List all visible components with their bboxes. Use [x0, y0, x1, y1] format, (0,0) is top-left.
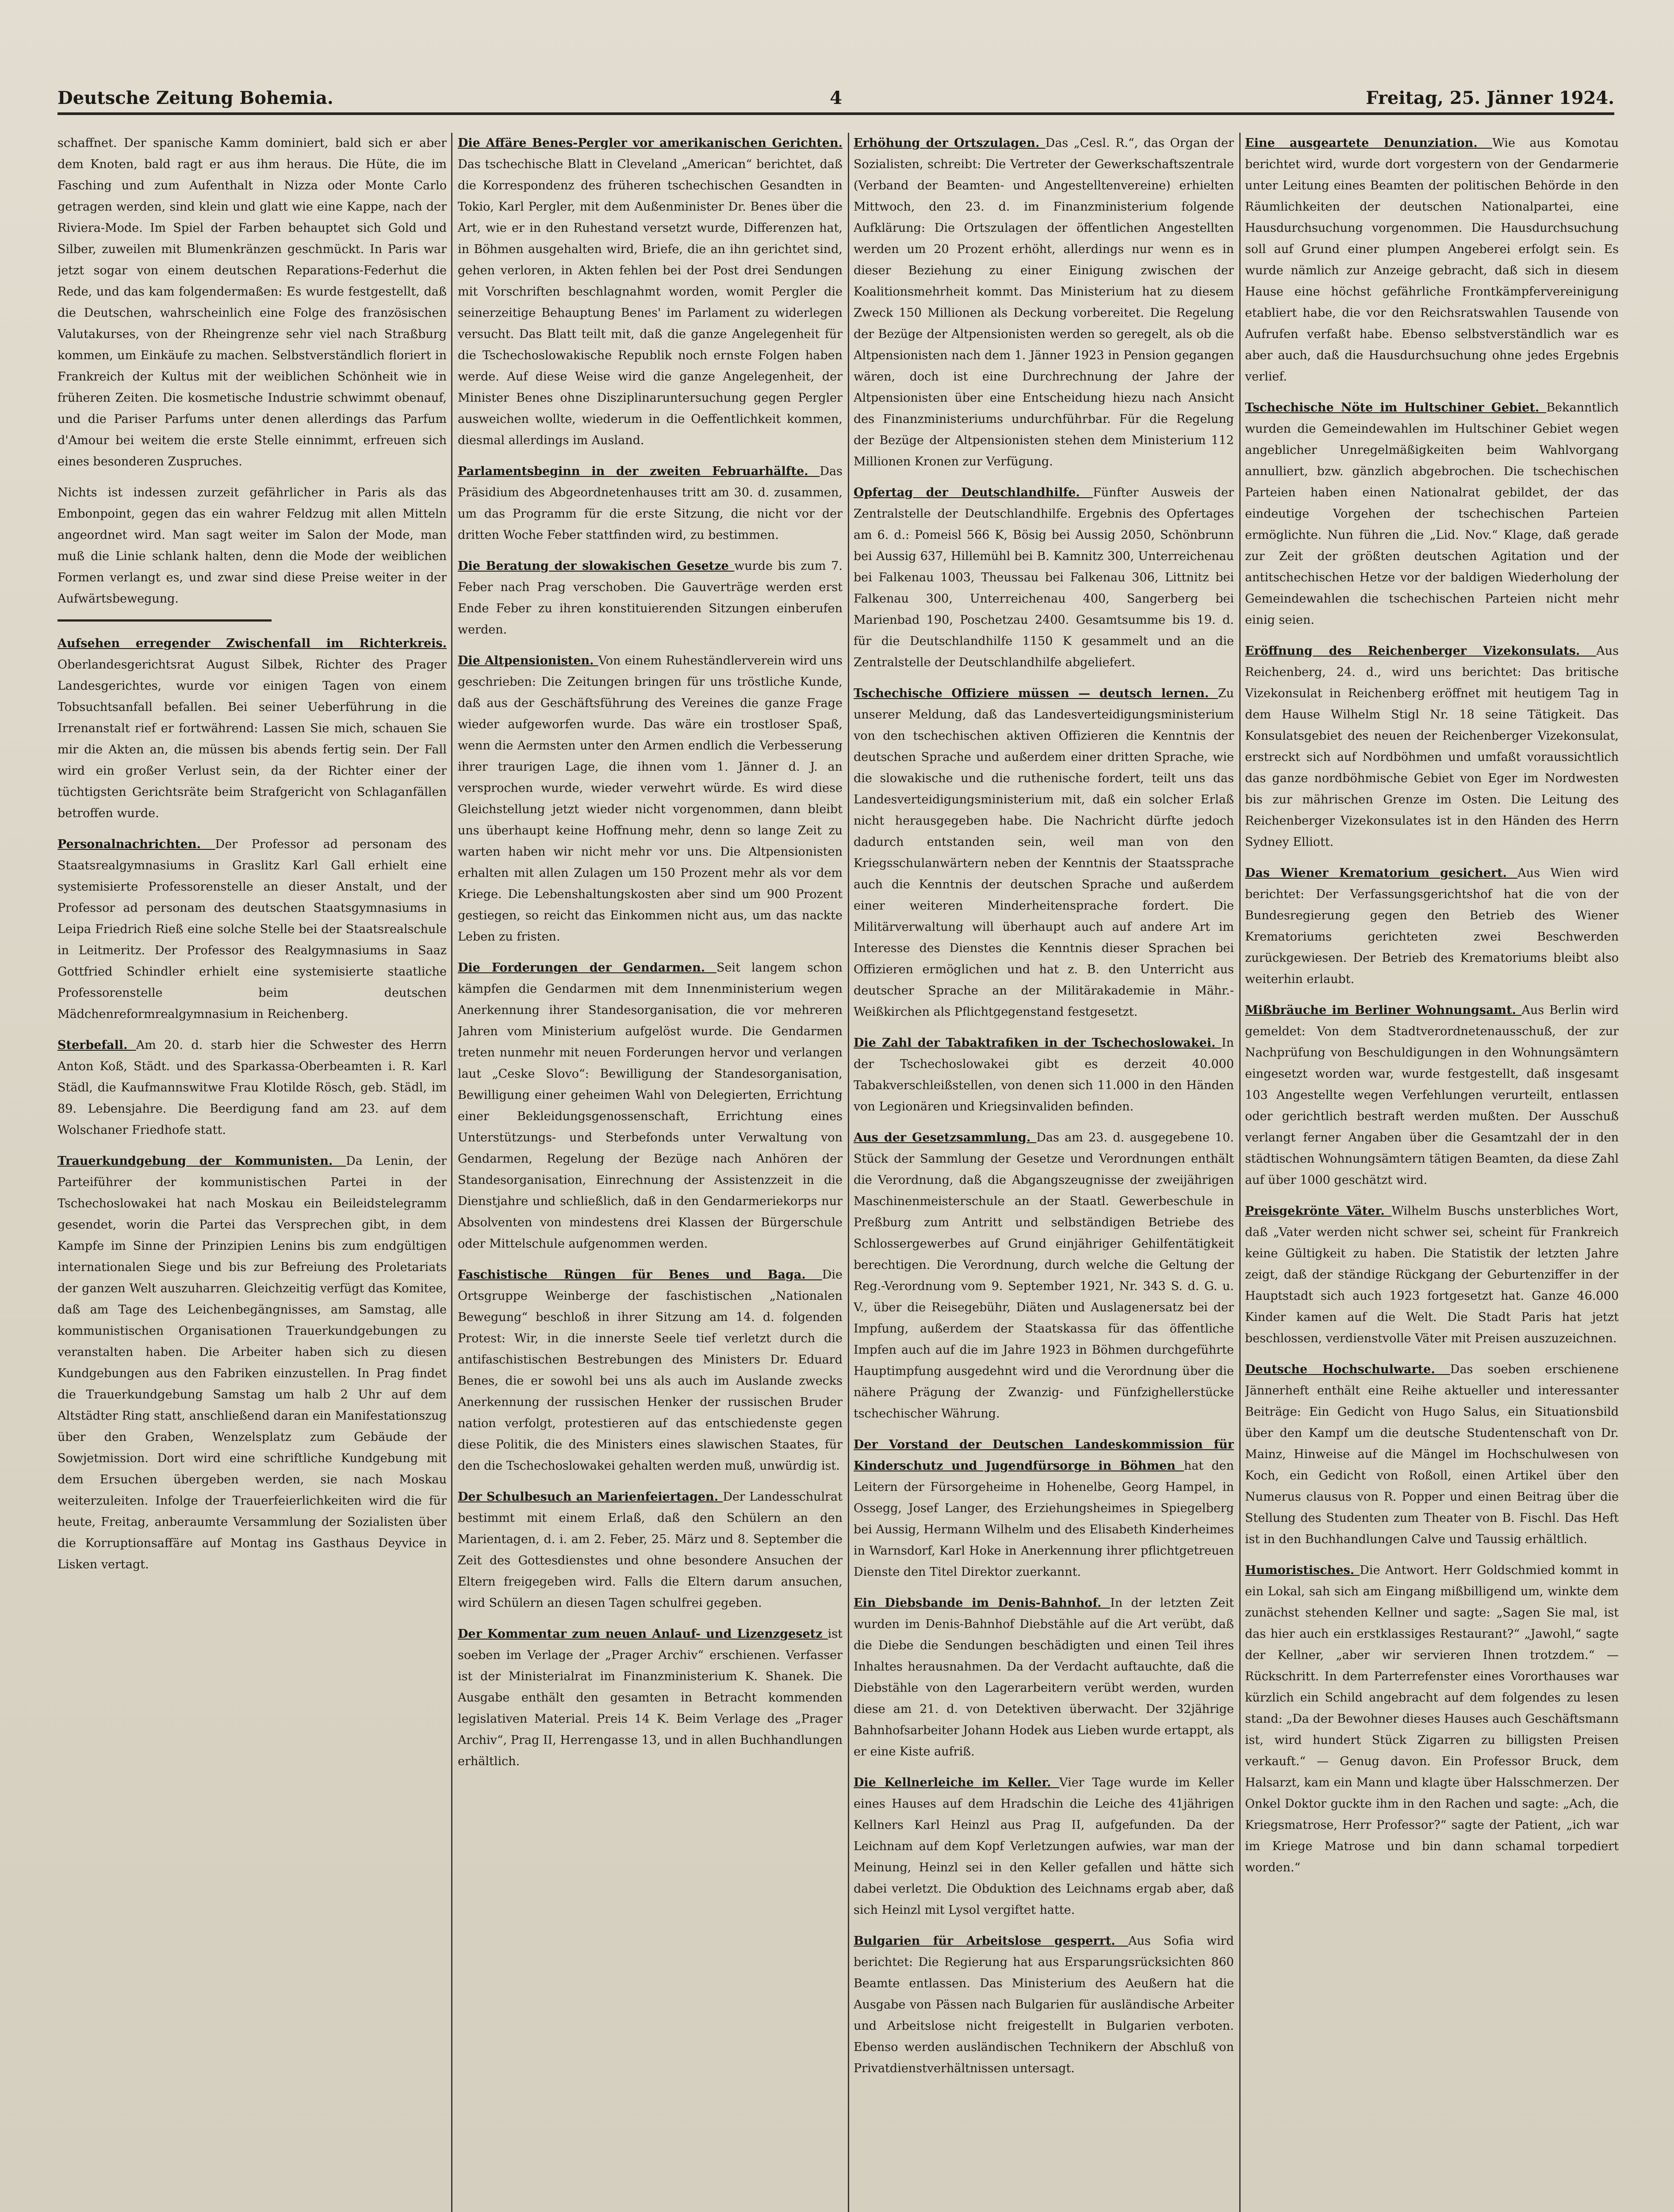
article-body: Aus Reichenberg, 24. d., wird uns berichtet: Das britische Vizekonsulat in Reichenberg eröffnet mit heutigem Tag in dem Hause Wilhelm Stigl Nr. 18 seine Tätigkeit. Das Konsulatsgebiet des neuen der Reichenberger Vizekonsulat, erstreckt sich auf Nordböhmen und umfaßt voraussichtlich das ganze nordböhmische Gebiet von Eger im Nordwesten bis zur mährischen Grenze im Osten. Die Leitung des Reichenberger Vizekonsulates ist in den Händen des Herrn Sydney Elliott. [1245, 644, 1619, 849]
article [57, 133, 447, 472]
article [458, 461, 843, 546]
section-separator [57, 619, 272, 622]
article-headline: Deutsche Hochschulwarte. [1245, 1363, 1450, 1376]
article-headline: Das Wiener Krematorium gesichert. [1245, 866, 1518, 880]
page-header [57, 84, 1614, 115]
article-body: Der Landesschulrat bestimmt mit einem Erlaß, daß den Schülern an den Marientagen, d. i. am 2. Feber, 25. März und 8. September die Zeit des Gottesdienstes und ohne besondere Ansuchen der Eltern freigegeben wird. Falls die Eltern darum ansuchen, wird Schülern an diesen Tagen schulfrei gegeben. [458, 1490, 843, 1610]
article [854, 1033, 1234, 1118]
article [854, 482, 1234, 673]
article [1245, 1000, 1619, 1191]
article-body: Das tschechische Blatt in Cleveland „American“ berichtet, daß die Korrespondenz des früheren tschechischen Gesandten in Tokio, Karl Pergler, mit dem Außenminister Dr. Benes über die Art, wie er in den Ruhestand versetzt wurde, Differenzen hat, in Böhmen ausgehalten wird, Briefe, die an ihn gerichtet sind, gehen verloren, in Akten fehlen bei der Post drei Sendungen mit Vorschriften beschlagnahmt worden, womit Pergler die seinerzeitige Behauptung Benes' im Parlament zu widerlegen versucht. Das Blatt teilt mit, daß die ganze Angelegenheit für die Tschechoslowakische Republik noch ernste Folgen haben werde. Auf diese Weise wird die ganze Angelegenheit, der Minister Benes ohne Disziplinaruntersuchung gegen Pergler ausweichen wollte, wiederum in die Oeffentlichkeit kommen, diesmal allerdings im Ausland. [458, 157, 843, 447]
article-body: Aus Sofia wird berichtet: Die Regierung hat aus Ersparungsrücksichten 860 Beamte entlassen. Das Ministerium des Aeußern hat die Ausgabe von Pässen nach Bulgarien für ausländische Arbeiter und Arbeitslose nicht freigestellt in Bulgarien verboten. Ebenso werden ausländischen Technikern der Abschluß von Privatdienstverhältnissen untersagt. [854, 1934, 1234, 2075]
article [458, 1486, 843, 1614]
article [854, 133, 1234, 472]
article [854, 1593, 1234, 1763]
article [854, 1772, 1234, 1921]
article-headline: Faschistische Rüngen für Benes und Baga. [458, 1268, 822, 1282]
article-headline: Tschechische Offiziere müssen — deutsch lernen. [854, 687, 1218, 700]
article-headline: Die Forderungen der Gendarmen. [458, 961, 716, 975]
article-headline: Tschechische Nöte im Hultschiner Gebiet. [1245, 401, 1547, 415]
article [458, 556, 843, 641]
article-headline: Der Schulbesuch an Marienfeiertagen. [458, 1490, 723, 1504]
article-body: Wilhelm Buschs unsterbliches Wort, daß „Vater werden nicht schwer sei, scheint für Frankreich keine Gültigkeit zu haben. Die Statistik der letzten Jahre zeigt, daß der ständige Rückgang der Geburtenziffer in der Hauptstadt sich auch 1923 fortgesetzt hat. Ganze 46.000 Kinder kamen auf die Welt. Die Stadt Paris hat jetzt beschlossen, verdienstvolle Väter mit Preisen auszuzeichnen. [1245, 1204, 1619, 1345]
article-body: Aus Wien wird berichtet: Der Verfassungsgerichtshof hat die von der Bundesregierung gegen den Betrieb des Wiener Krematoriums gerichteten zwei Beschwerden zurückgewiesen. Der Betrieb des Krematoriums bleibt also weiterhin erlaubt. [1245, 866, 1619, 986]
article [854, 1434, 1234, 1583]
column-3 [854, 133, 1234, 2212]
article-body: schaffnet. Der spanische Kamm dominiert, bald sich er aber dem Knoten, bald ragt er aus ihm heraus. Die Hüte, die im Fasching und zum Aufenthalt in Nizza oder Monte Carlo getragen werden, sind klein und glatt wie eine Kappe, nach der Riviera-Mode. Im Spiel der Farben behauptet sich Gold und Silber, zuweilen mit Blumenkränzen geschmückt. In Paris war jetzt sogar von einem deutschen Reparations-Federhut die Rede, und das kam folgendermaßen: Es wurde festgestellt, daß die Deutschen, wahrscheinlich eine Folge des französischen Valutakurses, von der Rheingrenze sehr viel nach Straßburg kommen, um Einkäufe zu machen. Selbstverständlich floriert in Frankreich der Kultus mit der weiblichen Schönheit wie in früheren Zeiten. Die kosmetische Industrie schwimmt obenauf, und die Pariser Parfums unter denen allerdings das Parfum d'Amour bei weitem die erste Stelle einnimmt, erfreuen sich eines besonderen Zuspruches. [57, 136, 447, 469]
article [1245, 641, 1619, 853]
article-headline: Erhöhung der Ortszulagen. [854, 136, 1046, 150]
article-headline: Sterbefall. [57, 1038, 136, 1052]
article-headline: Der Kommentar zum neuen Anlauf- und Lizenzgesetz [458, 1627, 828, 1641]
article [1245, 397, 1619, 631]
article-headline: Parlamentsbeginn in der zweiten Februarhälfte. [458, 465, 820, 478]
article-body: Das soeben erschienene Jännerheft enthält eine Reihe aktueller und interessanter Beiträge: Ein Gedicht von Hugo Salus, ein Situationsbild über den Kampf um die deutsche Studentenschaft von Dr. Mainz, Hinweise auf die Mängel im Hochschulwesen von Koch, ein Gedicht von Roßoll, einen Artikel über den Numerus clausus von R. Popper und einen Beitrag über die Stellung des Studenten zum Theater von B. Fischl. Das Heft ist in den Buchhandlungen Calve und Taussig erhältlich. [1245, 1363, 1619, 1546]
article-body: Vier Tage wurde im Keller eines Hauses auf dem Hradschin die Leiche des 41jährigen Kellners Karl Heinzl aus Prag II, aufgefunden. Da der Leichnam auf dem Kopf Verletzungen aufwies, war man der Meinung, Heinzl sei in den Keller gefallen und hätte sich dabei verletzt. Die Obduktion des Leichnams ergab aber, daß sich Heinzl mit Lysol vergiftet hatte. [854, 1776, 1234, 1917]
column-4 [1245, 133, 1619, 2212]
article-body: Da Lenin, der Parteiführer der kommunistischen Partei in der Tschechoslowakei hat nach Moskau ein Beileidstelegramm gesendet, worin die Partei das Versprechen gibt, in dem Kampfe im Sinne der Prinzipien Lenins bis zum endgültigen internationalen Siege und bis zur Befreiung des Proletariats der ganzen Welt auszuharren. Gleichzeitig verfügt das Komitee, daß am Tage des Leichenbegängnisses, am Samstag, alle kommunistischen Organisationen Trauerkundgebungen zu veranstalten haben. Die Arbeiter haben sich zu diesen Kundgebungen aus den Fabriken einzustellen. In Prag findet die Trauerkundgebung Samstag um halb 2 Uhr auf dem Altstädter Ring statt, anschließend daran ein Manifestationszug über den Graben, Wenzelsplatz zum Gebäude der Sowjetmission. Dort wird eine schriftliche Kundgebung mit dem Ersuchen übergeben werden, sie nach Moskau weiterzuleiten. Infolge der Trauerfeierlichkeiten wird die für heute, Freitag, anberaumte Versammlung der Sozialisten über die Korruptionsaffäre auf Montag ins Gasthaus Deyvice in Lisken vertagt. [57, 1154, 447, 1571]
article-headline: Eröffnung des Reichenberger Vizekonsulats. [1245, 644, 1597, 658]
article-headline: Die Zahl der Tabaktrafiken in der Tschechoslowakei. [854, 1036, 1222, 1050]
article [458, 650, 843, 948]
article-headline: Aus der Gesetzsammlung. [854, 1131, 1037, 1144]
article-body: Das „Cesl. R.“, das Organ der Sozialisten, schreibt: Die Vertreter der Gewerkschaftszentrale (Verband der Beamten- und Angestelltenvereine) erhielten Mittwoch, den 23. d. im Finanzministerium folgende Aufklärung: Die Ortszulagen der öffentlichen Angestellten werden um 20 Prozent erhöht, allerdings nur wenn es in dieser Beziehung zu einer Einigung zwischen der Koalitionsmehrheit kommt. Das Ministerium hat zu diesem Zweck 150 Millionen als Deckung vorbereitet. Die Regelung der Bezüge der Altpensionisten werden so geregelt, als ob die Altpensionisten nach dem 1. Jänner 1923 in Pension gegangen wären, doch ist eine Durchrechnung der Jahre der Altpensionisten über eine Entscheidung hiezu nach Ansicht des Finanzministeriums undurchführbar. Für die Regelung der Bezüge der Altpensionisten stehen dem Ministerium 112 Millionen Kronen zur Verfügung. [854, 136, 1234, 469]
article-body: Fünfter Ausweis der Zentralstelle der Deutschlandhilfe. Ergebnis des Opfertages am 6. d.: Pomeisl 566 K, Bösig bei Aussig 2050, Schönbrunn bei Aussig 637, Hillemühl bei B. Kamnitz 300, Unterreichenau bei Falkenau 1003, Theussau bei Falkenau 306, Littnitz bei Falkenau 300, Unterreichenau 400, Sangerberg bei Marienbad 190, Poschetzau 2400. Gesamtsumme bis 19. d. für die Deutschlandhilfe 1150 K gesammelt und an die Zentralstelle der Deutschlandhilfe abgeliefert. [854, 486, 1234, 669]
article [57, 1151, 447, 1575]
article-body: Der Professor ad personam des Staatsrealgymnasiums in Graslitz Karl Gall erhielt eine systemisierte Professorenstelle an dieser Anstalt, und der Professor ad personam des deutschen Staatsgymnasiums in Leipa Friedrich Rieß eine solche Stelle bei der Staatsrealschule in Leitmeritz. Der Professor des Realgymnasiums in Saaz Gottfried Schindler erhielt eine systemisierte staatliche Professorenstelle beim deutschen Mädchenreformrealgymnasium in Reichenberg. [57, 837, 447, 1021]
article-body: ist soeben im Verlage der „Prager Archiv“ erschienen. Verfasser ist der Ministerialrat im Finanzministerium K. Shanek. Die Ausgabe enthält den gesamten in Betracht kommenden legislativen Material. Preis 14 K. Beim Verlage des „Prager Archiv“, Prag II, Herrengasse 13, und in allen Buchhandlungen erhältlich. [458, 1627, 843, 1768]
column-divider [848, 133, 849, 2212]
page-number: 4 [830, 88, 842, 108]
article-headline: Preisgekrönte Väter. [1245, 1204, 1392, 1218]
article-headline: Ein Diebsbande im Denis-Bahnhof. [854, 1596, 1111, 1610]
article-body: Bekanntlich wurden die Gemeindewahlen im Hultschiner Gebiet wegen angeblicher Unregelmäßigkeiten beim Wahlvorgang annulliert, bzw. gänzlich abgebrochen. Die tschechischen Parteien haben einen Nationalrat gebildet, der das eindeutige Vorgehen der tschechischen Parteien ermöglichte. Nun führen die „Lid. Nov.“ Klage, daß gerade zur Zeit der größten deutschen Agitation und der antitschechischen Hetze vor der baldigen Wiederholung der Gemeindewahlen die tschechischen Parteien nicht mehr einig seien. [1245, 401, 1619, 627]
article-headline: Die Altpensionisten. [458, 654, 598, 668]
article-headline: Die Beratung der slowakischen Gesetze [458, 559, 735, 573]
article-headline: Mißbräuche im Berliner Wohnungsamt. [1245, 1003, 1522, 1017]
article-headline: Aufsehen erregender Zwischenfall im Richterkreis. [57, 637, 447, 650]
article [57, 482, 447, 610]
column-1 [57, 133, 447, 2212]
article [1245, 1201, 1619, 1349]
article-body: wurde bis zum 7. Feber nach Prag verschoben. Die Gauverträge werden erst Ende Feber zu ihren konstituierenden Sitzungen einberufen werden. [458, 559, 843, 637]
article [458, 1264, 843, 1477]
article-headline: Eine ausgeartete Denunziation. [1245, 136, 1493, 150]
article-headline: Bulgarien für Arbeitslose gesperrt. [854, 1934, 1129, 1948]
paper-name: Deutsche Zeitung Bohemia. [57, 88, 333, 108]
column-divider [1239, 133, 1241, 2212]
article-body: Von einem Ruheständlerverein wird uns geschrieben: Die Zeitungen bringen für uns tröstliche Kunde, daß aus der Geschäftsführung des Vereines die ganze Frage wieder aufgeworfen wurde. Das wäre ein trostloser Spaß, wenn die Aermsten unter den Armen endlich die Verbesserung ihrer traurigen Lage, die ihnen vom 1. Jänner d. J. an versprochen wurde, wieder verwehrt würde. Es wird diese Gleichstellung jetzt wieder nicht vorgenommen, dann bleibt uns überhaupt keine Hoffnung mehr, denn so lange Zeit zu warten haben wir nicht mehr vor uns. Die Altpensionisten erhalten mit allen Zulagen um 150 Prozent mehr als vor dem Kriege. Die Lebenshaltungskosten aber sind um 900 Prozent gestiegen, so reicht das Einkommen nicht aus, um das nackte Leben zu fristen. [458, 654, 843, 944]
article [1245, 1560, 1619, 1878]
column-divider [451, 133, 452, 2212]
article-body: Wie aus Komotau berichtet wird, wurde dort vorgestern von der Gendarmerie unter Leitung eines Beamten der politischen Behörde in den Räumlichkeiten der deutschen Nationalpartei, eine Hausdurchsuchung vorgenommen. Die Hausdurchsuchung soll auf Grund einer plumpen Angeberei erfolgt sein. Es wurde nämlich zur Anzeige gebracht, daß sich in diesem Hause eine höchst gefährliche Frontkämpfervereinigung etabliert habe, die vor den Reichsratswahlen Tausende von Aufrufen verfaßt habe. Ebenso selbstverständlich war es aber auch, daß die Hausdurchsuchung ohne jedes Ergebnis verlief. [1245, 136, 1619, 384]
article [57, 1035, 447, 1141]
article-body: Das Präsidium des Abgeordnetenhauses tritt am 30. d. zusammen, um das Programm für die erste Sitzung, die nicht vor der dritten Woche Feber stattfinden wird, zu bestimmen. [458, 465, 843, 542]
article [854, 1931, 1234, 2079]
article [57, 633, 447, 824]
article-headline: Die Affäre Benes-Pergler vor amerikanischen Gerichten. [458, 136, 843, 150]
article-headline: Der Vorstand der Deutschen Landeskommission für Kinderschutz und Jugendfürsorge in Böhmen [854, 1438, 1234, 1473]
article [458, 1624, 843, 1772]
article-headline: Trauerkundgebung der Kommunisten. [57, 1154, 346, 1168]
article-body: hat den Leitern der Fürsorgeheime in Hohenelbe, Georg Hampel, in Ossegg, Josef Langer, des Erziehungsheimes in Spiegelberg bei Aussig, Hermann Wilhelm und des Elisabeth Kinderheimes in Warnsdorf, Karl Hoke in Anerkennung ihrer pflichtgetreuen Dienste den Titel Direktor zuerkannt. [854, 1459, 1234, 1579]
article-headline: Opfertag der Deutschlandhilfe. [854, 486, 1093, 499]
article-body: Am 20. d. starb hier die Schwester des Herrn Anton Koß, Städt. und des Sparkassa-Oberbeamten i. R. Karl Städl, die Kaufmannswitwe Frau Klotilde Rösch, geb. Städl, im 89. Lebensjahre. Die Beerdigung fand am 23. auf dem Wolschaner Friedhofe statt. [57, 1038, 447, 1137]
article [1245, 1359, 1619, 1550]
date-line: Freitag, 25. Jänner 1924. [1366, 88, 1614, 108]
article [458, 957, 843, 1255]
article-body: Seit langem schon kämpfen die Gendarmen mit dem Innenministerium wegen Anerkennung ihrer Standesorganisation, die vor mehreren Jahren vom Ministerium aufgelöst wurde. Die Gendarmen treten nunmehr mit neuen Forderungen hervor und verlangen laut „Ceske Slovo“: Bewilligung der Standesorganisation, Bewilligung einer geheimen Wahl von Delegierten, Errichtung einer Bekleidungsgenossenschaft, Errichtung eines Unterstützungs- und Sterbefonds unter Verwaltung von Gendarmen, Regelung der Bezüge nach Anhören der Standesorganisation, Einrechnung der Assistenzzeit in die Dienstjahre und schließlich, daß in den Gendarmeriekorps nur Absolventen von mindestens drei Klassen der Bürgerschule oder Mittelschule aufgenommen werden. [458, 961, 843, 1251]
column-2 [458, 133, 843, 2212]
article [854, 1127, 1234, 1425]
article-headline: Personalnachrichten. [57, 837, 215, 851]
article [458, 133, 843, 451]
article [57, 834, 447, 1025]
article-body: Das am 23. d. ausgegebene 10. Stück der Sammlung der Gesetze und Verordnungen enthält die Verordnung, daß die Abgangszeugnisse der zweijährigen Maschinenmeisterschule an der Staatl. Gewerbeschule in Preßburg zum Antritt und selbständigen Betriebe des Schlossergewerbes auf Grund einjähriger Gehilfentätigkeit berechtigen. Die Verordnung, durch welche die Geltung der Reg.-Verordnung vom 9. September 1921, Nr. 343 S. d. G. u. V., über die Reisegebühr, Diäten und Auslagenersatz bei der Impfung, außerdem der Staatskassa für das öffentliche Impfen auch auf die im Jahre 1923 in Böhmen durchgeführte Hauptimpfung ausgedehnt wird und die Verordnung über die nähere Prägung der Zwanzig- und Fünfzighellerstücke tschechischer Währung. [854, 1131, 1234, 1421]
article [1245, 863, 1619, 990]
article [1245, 133, 1619, 388]
article-body: Nichts ist indessen zurzeit gefährlicher in Paris als das Embonpoint, gegen das ein wahrer Feldzug mit allen Mitteln angeordnet wird. Man sagt weiter im Salon der Mode, man muß die Linie schlank halten, denn die Mode der weiblichen Formen verlangt es, und zwar sind diese Preise weiter in der Aufwärtsbewegung. [57, 486, 447, 606]
article-body: Oberlandesgerichtsrat August Silbek, Richter des Prager Landesgerichtes, wurde vor einigen Tagen von einem Tobsuchtsanfall befallen. Bei seiner Ueberführung in die Irrenanstalt rief er fortwährend: Lassen Sie mich, schauen Sie mir die Akten an, die müssen bis abends fertig sein. Der Fall wird ein großer Verlust sein, da der Richter einer der tüchtigsten Gerichtsräte beim Strafgericht von Schlaganfällen betroffen wurde. [57, 658, 447, 820]
article-body: Aus Berlin wird gemeldet: Von dem Stadtverordnetenausschuß, der zur Nachprüfung von Beschuldigungen in den Wohnungsämtern eingesetzt worden war, wurde festgestellt, daß insgesamt 103 Angestellte wegen Verfehlungen verurteilt, entlassen oder gerichtlich bestraft werden mußten. Der Ausschuß verlangt ferner Angaben über die Gesamtzahl der in den städtischen Wohnungsämtern tätigen Beamten, da diese Zahl auf über 1000 geschätzt wird. [1245, 1003, 1619, 1187]
article-body: Zu unserer Meldung, daß das Landesverteidigungsministerium von den tschechischen aktiven Offizieren die Kenntnis der deutschen Sprache und außerdem einer dritten Sprache, wie die slowakische und die ruthenische fordert, teilt uns das Landesverteidigungsministerium mit, daß ein solcher Erlaß nicht herausgegeben habe. Die Nachricht dürfte jedoch dadurch entstanden sein, weil man von den Kriegsschulanwärtern neben der Kenntnis der Staatssprache auch die Kenntnis der deutschen Sprache und außerdem einer weiteren Minderheitensprache fordert. Die Militärverwaltung will überhaupt auch auf andere Art im Interesse des Dienstes die Kenntnis dieser Sprachen bei Offizieren ermöglichen und hat z. B. den Unterricht aus deutscher Sprache an der Militärakademie in Mähr.-Weißkirchen als Pflichtgegenstand festgesetzt. [854, 687, 1234, 1019]
article-headline: Die Kellnerleiche im Keller. [854, 1776, 1060, 1790]
article-body: In der Tschechoslowakei gibt es derzeit 40.000 Tabakverschleißstellen, von denen sich 11.000 in den Händen von Legionären und Kriegsinvaliden befinden. [854, 1036, 1234, 1114]
article-body: Die Antwort. Herr Goldschmied kommt in ein Lokal, sah sich am Eingang mißbilligend um, winkte dem zunächst stehenden Kellner und sagte: „Sagen Sie mal, ist das hier auch ein erstklassiges Restaurant?“ „Jawohl,“ sagte der Kellner, „aber wir servieren Ihnen trotzdem.“ — Rückschritt. In dem Parterrefenster eines Vororthauses war kürzlich ein Schild angebracht auf dem folgendes zu lesen stand: „Da der Bewohner dieses Hauses auch Geschäftsmann ist, wird hundert Stück Zigarren zu billigsten Preisen verkauft.“ — Genug davon. Ein Professor Bruck, dem Halsarzt, kam ein Mann und klagte über Halsschmerzen. Der Onkel Doktor guckte ihm in den Rachen und sagte: „Ach, die Kriegsmatrose, Herr Professor?“ sagte der Patient, „ich war im Kriege Matrose und bin dann schamal torpediert worden.“ [1245, 1563, 1619, 1874]
article-headline: Humoristisches. [1245, 1563, 1360, 1577]
article-body: Die Ortsgruppe Weinberge der faschistischen „Nationalen Bewegung“ beschloß in ihrer Sitzung am 14. d. folgenden Protest: Wir, in die innerste Seele tief verletzt durch die antifaschistischen Bestrebungen des Ministers Dr. Eduard Benes, die er sowohl bei uns als auch im Auslande zwecks Anerkennung der russischen Henker der russischen Bruder nation verfolgt, protestieren auf das entschiedenste gegen diese Politik, die des Ministers eines slawischen Staates, für den die Tschechoslowakei gehalten werden muß, unwürdig ist. [458, 1268, 843, 1473]
article-body: In der letzten Zeit wurden im Denis-Bahnhof Diebstähle auf die Art verübt, daß die Diebe die Sendungen beschädigten und einen Teil ihres Inhaltes herausnahmen. Da der Verdacht auftauchte, daß die Diebstähle von den Lagerarbeitern verübt werden, wurden diese am 21. d. von Detektiven überwacht. Der 32jährige Bahnhofsarbeiter Johann Hodek aus Lieben wurde ertappt, als er eine Kiste aufriß. [854, 1596, 1234, 1759]
article [854, 683, 1234, 1023]
